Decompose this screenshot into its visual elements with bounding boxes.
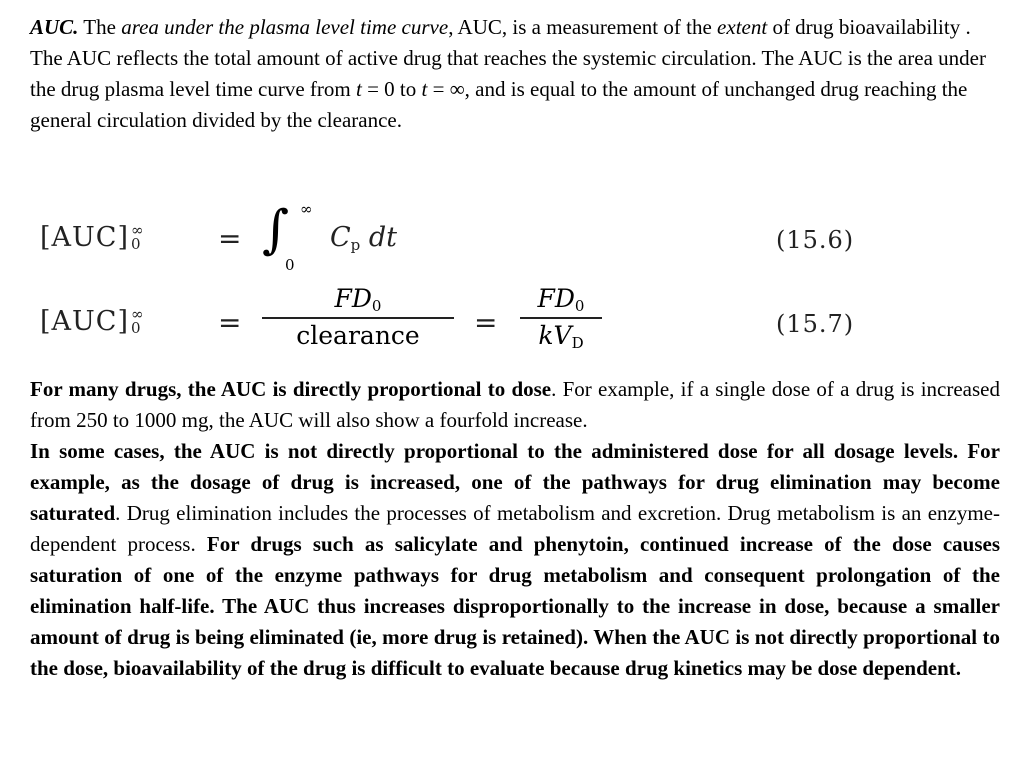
intro-text-4: = 0 to [361,77,422,101]
intro-italic-2: extent [717,15,768,39]
eq2-frac1-num-sub: 0 [371,297,382,315]
eq-number-15-6: (15.6) [776,226,855,254]
eq2-fraction-2 [520,284,602,352]
eq2-auc-bracket: [AUC] [40,306,129,337]
intro-text-2: , AUC, is a measurement of the [448,15,718,39]
intro-var-t-1: t [355,77,362,101]
eq2-frac1-numerator [262,284,454,317]
intro-text-1: The [78,15,122,39]
eq2-frac2-num-text: FD [537,284,575,313]
nonproportional-normal-text: . Drug elimination includes the processes of metabolism and excretion. Drug metabolism is an enzyme-dependent process. [30,501,1000,556]
eq-number-15-7: (15.7) [776,310,855,338]
eq2-equals: = [218,306,242,339]
proportional-paragraph [30,374,1000,436]
eq2-frac1-denominator: clearance [296,321,420,350]
proportional-bold-text: For many drugs, the AUC is directly proportional to dose [30,377,552,401]
auc-definition-paragraph [30,12,1000,136]
eq1-integral-sign: ∫ [262,200,290,260]
eq2-equals-2: = [474,306,498,339]
eq1-lim-lower: 0 [130,234,142,253]
eq2-frac2-numerator [520,284,602,317]
intro-text-5: = ∞, and is equal to the amount of unchanged drug reaching the general circulation divided by the clearance. [30,77,968,132]
eq1-integral-upper: ∞ [300,200,313,218]
eq2-lim-upper: ∞ [130,304,145,323]
eq2-frac2-denominator [520,319,602,352]
eq2-lim-lower: 0 [130,318,142,337]
auc-dose-proportionality-section [30,374,1000,684]
eq1-auc-bracket: [AUC] [40,222,129,253]
eq1-lim-upper: ∞ [130,220,145,239]
eq2-frac2-num-sub: 0 [574,297,585,315]
equation-15-7-lhs [40,306,144,337]
eq2-frac2-den-text: kV [538,321,572,350]
intro-var-t-2: t [421,77,428,101]
nonproportional-bold-2: For drugs such as salicylate and phenytoin, continued increase of the dose causes saturation of one of the enzyme pathways for drug metabolism and consequent prolongation of the elimination half-life. The AUC thus increases disproportionally to the increase in dose, because a smaller amount of drug is being eliminated (ie, more drug is retained). When the AUC is not directly proportional to the dose, bioavailability of the drug is difficult to evaluate because drug kinetics may be dose dependent. [30,532,1000,680]
eq1-integrand-dt: dt [368,222,398,253]
nonproportional-bold-1: In some cases, the AUC is not directly proportional to the administered dose for all dosage levels. For example, as the dosage of drug is increased, one of the pathways for drug elimination may become saturated [30,439,1000,525]
eq1-limits [130,220,145,253]
eq2-frac1-num-text: FD [334,284,372,313]
eq1-integrand-c: C [330,222,351,253]
auc-term: AUC. [30,15,79,39]
eq2-fraction-1 [262,284,454,350]
intro-text-3: of drug bioavailability . The AUC reflects the total amount of active drug that reaches the systemic circulation. The AUC is the area under the drug plasma level time curve from [30,15,986,101]
eq1-equals: = [218,222,242,255]
eq2-frac2-den-sub: D [571,334,584,352]
eq1-integrand-sub: p [350,236,361,254]
proportional-rest-text: . For example, if a single dose of a drug is increased from 250 to 1000 mg, the AUC will also show a fourfold increase. [30,377,1000,432]
eq1-integral-lower: 0 [285,256,295,274]
eq1-integrand [330,222,397,254]
nonproportional-paragraph [30,436,1000,684]
eq2-limits [130,304,145,337]
intro-italic-1: area under the plasma level time curve [121,15,449,39]
equation-15-6-lhs [40,222,144,253]
